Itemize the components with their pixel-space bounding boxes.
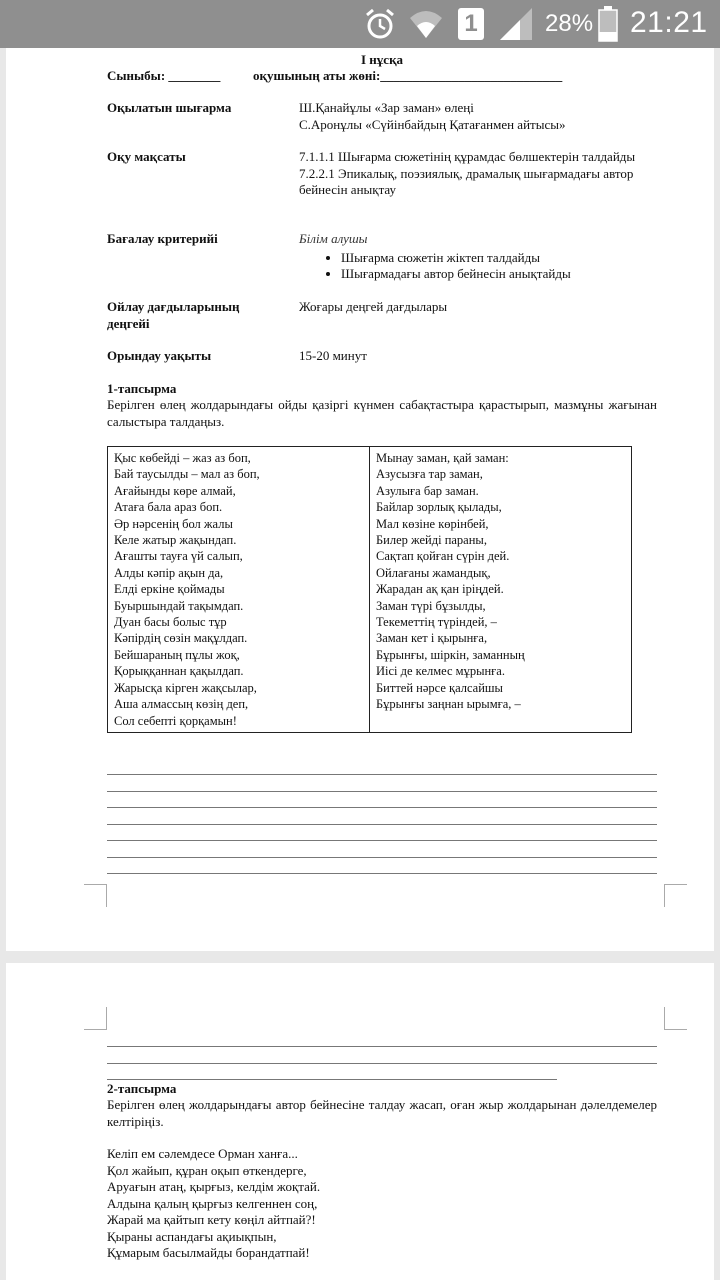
task2-title: 2-тапсырма	[107, 1081, 177, 1096]
task2-text: Берілген өлең жолдарындағы автор бейнесіне талдау жасап, оған жыр жолдарынан дәлелдемелер келтіріңіз.	[107, 1097, 657, 1129]
time-value: 15-20 минут	[299, 348, 367, 363]
thinking-level-value: Жоғары деңгей дағдылары	[299, 299, 448, 314]
wifi-icon	[408, 6, 444, 40]
criteria-label: Бағалау критерийі	[107, 231, 218, 246]
thinking-level-label: Ойлау дағдыларының деңгейі	[107, 299, 240, 331]
criteria-value: Білім алушы • Шығарма сюжетін жіктеп талдайды • Шығармадағы автор бейнесін анықтайды	[299, 231, 639, 283]
poem-table	[107, 446, 632, 733]
alarm-icon	[363, 7, 397, 41]
answer-line	[107, 1046, 657, 1047]
task2-poem: Келіп ем сәлемдесе Орман ханға... Қол жайып, құран оқып өткендерге, Аруағын атаң, қырғыз, келдім жоқтай. Алдына қалың қырғыз келгеннен соң, Жарай ма қайтып кету көңіл айтпай?! Қыраны аспандағы ақиықпын, Құмарым басылмайды борандатпай!	[107, 1146, 321, 1260]
class-label: Сыныбы: ________	[107, 68, 221, 83]
task1-title: 1-тапсырма	[107, 381, 177, 396]
student-name-label: оқушының аты жөні:____________________________	[253, 68, 563, 83]
answer-line	[107, 1063, 657, 1064]
crop-mark	[664, 884, 687, 907]
criteria-item: • Шығарма сюжетін жіктеп талдайды	[341, 250, 639, 267]
signal-icon	[498, 8, 534, 42]
battery-percent: 28%	[545, 10, 594, 37]
answer-line	[107, 873, 657, 874]
poem-left-column: Қыс көбейді – жаз аз боп, Бай таусылды – мал аз боп, Ағайынды көре алмай, Атаға бала араз боп. Әр нәрсенің бол жалы Келе жатыр жақындап. Ағашты тауға үй салып, Алды кәпір ақын да, Елді еркіне қоймады Буыршындай тақымдап. Дуан басы болыс тұр Кәпірдің сөзін мақұлдап. Бейшараның пұлы жоқ, Қорыққаннан қақылдап. Жарысқа кірген жақсылар, Аша алмассың көзің деп, Сол себепті қорқамын!	[108, 447, 370, 733]
clock: 21:21	[630, 6, 708, 39]
battery-icon	[598, 6, 618, 42]
answer-line	[107, 791, 657, 792]
answer-line	[107, 840, 657, 841]
document-page-2	[6, 963, 714, 1280]
crop-mark	[84, 884, 107, 907]
crop-mark	[664, 1007, 687, 1030]
crop-mark	[84, 1007, 107, 1030]
goal-value: 7.1.1.1 Шығарма сюжетінің құрамдас бөлшектерін талдайды 7.2.2.1 Эпикалық, поэзиялық, драмалық шығармадағы автор бейнесін анықтау	[299, 149, 636, 197]
task1-text: Берілген өлең жолдарындағы ойды қазіргі күнмен сабақтастыра қарастырып, мазмұны жағынан салыстыра талдаңыз.	[107, 397, 657, 429]
status-bar	[0, 0, 720, 48]
time-label: Орындау уақыты	[107, 348, 212, 363]
answer-line	[107, 857, 657, 858]
variant-heading: І нұсқа	[361, 52, 404, 67]
criteria-item: • Шығармадағы автор бейнесін анықтайды	[341, 266, 639, 283]
poem-right-column: Мынау заман, қай заман: Азусызға тар заман, Азулыға бар заман. Байлар зорлық қылады, Мал көзіне көрінбей, Билер жейді параны, Сақтап қойған сүрін дей. Ойлағаны жамандық, Жарадан ақ қан іріңдей. Заман түрі бұзылды, Текеметтің түріндей, – Заман кет і қырынға, Бұрынғы, шіркін, заманның Иісі де келмес мұрынға. Биттей нәрсе қалсайшы Бұрынғы заңнан ырымға, –	[370, 447, 632, 733]
work-label: Оқылатын шығарма	[107, 100, 232, 115]
answer-line	[107, 774, 657, 775]
answer-line	[107, 807, 657, 808]
goal-label: Оқу мақсаты	[107, 149, 186, 164]
work-value: Ш.Қанайұлы «Зар заман» өлеңі С.Аронұлы «Сүйінбайдың Қатағанмен айтысы»	[299, 100, 566, 132]
sim-icon: 1	[458, 8, 484, 40]
document-page-1	[6, 48, 714, 951]
answer-line	[107, 824, 657, 825]
answer-line	[107, 1079, 557, 1080]
